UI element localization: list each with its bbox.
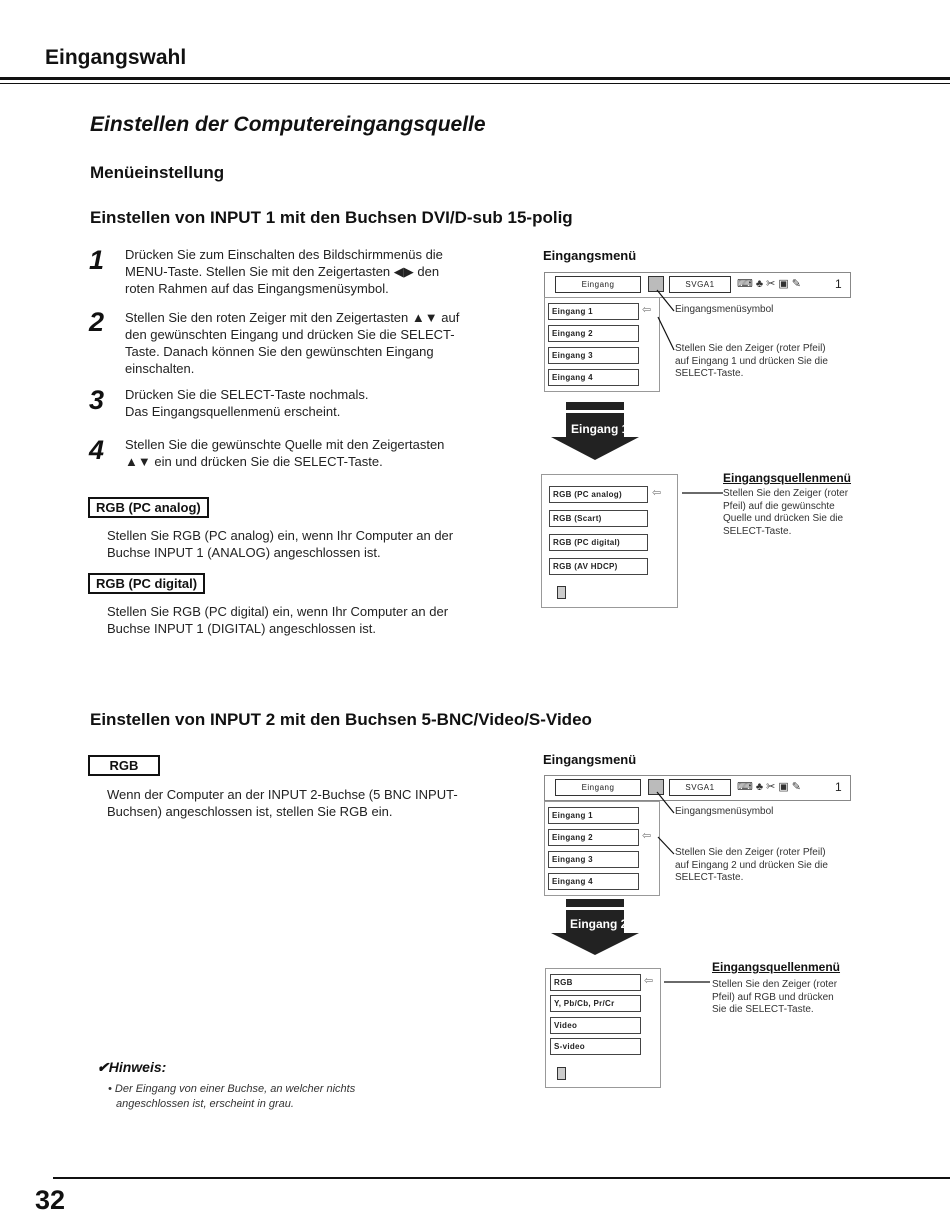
list-item: Video — [550, 1017, 641, 1034]
menu-bar-input-field: Eingang — [555, 779, 641, 796]
step-text: Stellen Sie den roten Zeiger mit den Zeigertasten ▲▼ auf den gewünschten Eingang und drücken Sie die SELECT- Taste. Danach können Sie den gewünschten Eingang einschalten. — [125, 310, 460, 376]
list-item: Eingang 2 — [548, 829, 639, 846]
diagram2-label: Eingangsmenü — [543, 752, 637, 767]
menu-icons-strip: ⌨♣✂▣✎ — [737, 278, 804, 290]
step-number: 1 — [89, 245, 105, 275]
diagram2-callout-lines — [640, 782, 680, 862]
tag-rgb-pc-analog: RGB (PC analog) — [88, 497, 209, 518]
menu-bar-number: 1 — [835, 277, 842, 291]
source-note: Stellen Sie den Zeiger (roter Pfeil) auf die gewünschte Quelle und drücken Sie die SELECT-Taste. — [723, 488, 849, 537]
header-rule-thick — [0, 77, 950, 80]
diagram1-label: Eingangsmenü — [543, 248, 637, 263]
list-item: Eingang 4 — [548, 369, 639, 386]
list-item: Eingang 1 — [548, 807, 639, 824]
tag-rgb: RGB — [88, 755, 160, 776]
note-pointer: Stellen Sie den Zeiger (roter Pfeil) auf Eingang 2 und drücken Sie die SELECT-Taste. — [675, 847, 828, 883]
list-item: Eingang 1 — [548, 303, 639, 320]
menu-bar-mode-field: SVGA1 — [669, 276, 731, 293]
diagram1-callout-lines — [640, 280, 680, 360]
list-item: RGB — [550, 974, 641, 991]
tag-rgb-pc-digital: RGB (PC digital) — [88, 573, 205, 594]
diagram2-source-list — [545, 968, 661, 1088]
step-text: Drücken Sie die SELECT-Taste nochmals. Das Eingangsquellenmenü erscheint. — [125, 387, 369, 419]
list-item: Y, Pb/Cb, Pr/Cr — [550, 995, 641, 1012]
section2-heading: Einstellen von INPUT 2 mit den Buchsen 5-BNC/Video/S-Video — [90, 710, 592, 729]
arrow-label: Eingang 1 — [571, 422, 629, 436]
list-item: RGB (PC digital) — [549, 534, 648, 551]
list-item: Eingang 3 — [548, 347, 639, 364]
callout-line — [680, 488, 725, 498]
menu-bar-input-field: Eingang — [555, 276, 641, 293]
checkmark-icon: ✔ — [97, 1059, 109, 1075]
step-number: 3 — [89, 385, 105, 415]
step-number: 4 — [89, 435, 105, 465]
page-number: 32 — [35, 1185, 66, 1215]
note-pointer: Stellen Sie den Zeiger (roter Pfeil) auf Eingang 1 und drücken Sie die SELECT-Taste. — [675, 343, 828, 379]
text-rgb: Wenn der Computer an der INPUT 2-Buchse (5 BNC INPUT- Buchsen) angeschlossen ist, stellen Sie RGB ein. — [107, 787, 458, 819]
menu-bar-number: 1 — [835, 780, 842, 794]
step-text: Drücken Sie zum Einschalten des Bildschirmmenüs die MENU-Taste. Stellen Sie mit den Zeigertasten ◀▶ den roten Rahmen auf das Eingangsmenüsymbol. — [125, 247, 443, 296]
note-input-menu-icon: Eingangsmenüsymbol — [675, 304, 774, 315]
list-item: S-video — [550, 1038, 641, 1055]
pointer-arrow-icon: ⇦ — [652, 487, 662, 499]
header-rule-thin — [0, 83, 950, 84]
footer-rule — [53, 1177, 950, 1179]
exit-icon — [557, 586, 566, 599]
diagram1-menu-bar — [544, 272, 851, 298]
diagram1-source-list — [541, 474, 678, 608]
list-item: RGB (PC analog) — [549, 486, 648, 503]
arrow-label: Eingang 2 — [570, 917, 628, 931]
step-number: 2 — [89, 307, 105, 337]
diagram2-menu-bar — [544, 775, 851, 801]
list-item: Eingang 4 — [548, 873, 639, 890]
menu-bar-mode-field: SVGA1 — [669, 779, 731, 796]
hint-title: ✔Hinweis: — [97, 1059, 167, 1075]
note-input-menu-icon: Eingangsmenüsymbol — [675, 806, 774, 817]
pointer-arrow-icon: ⇦ — [642, 830, 652, 842]
page-header-title: Eingangswahl — [45, 46, 187, 69]
menu-heading: Menüeinstellung — [90, 163, 225, 182]
list-item: RGB (Scart) — [549, 510, 648, 527]
list-item: Eingang 2 — [548, 325, 639, 342]
source-note: Stellen Sie den Zeiger (roter Pfeil) auf RGB und drücken Sie die SELECT-Taste. — [712, 979, 838, 1015]
list-item: RGB (AV HDCP) — [549, 558, 648, 575]
list-item: Eingang 3 — [548, 851, 639, 868]
source-menu-heading: Eingangsquellenmenü — [723, 471, 852, 485]
hint-text: • Der Eingang von einer Buchse, an welcher nichts angeschlossen ist, erscheint in grau. — [108, 1083, 356, 1110]
text-rgb-pc-digital: Stellen Sie RGB (PC digital) ein, wenn Ihr Computer an der Buchse INPUT 1 (DIGITAL) angeschlossen ist. — [107, 604, 449, 636]
section1-heading: Einstellen von INPUT 1 mit den Buchsen DVI/D-sub 15-polig — [90, 208, 573, 227]
menu-icons-strip: ⌨♣✂▣✎ — [737, 781, 804, 793]
text-rgb-pc-analog: Stellen Sie RGB (PC analog) ein, wenn Ihr Computer an der Buchse INPUT 1 (ANALOG) angeschlossen ist. — [107, 528, 454, 560]
step-text: Stellen Sie die gewünschte Quelle mit den Zeigertasten ▲▼ ein und drücken Sie die SELECT-Taste. — [125, 437, 445, 469]
callout-line — [662, 977, 712, 987]
source-menu-heading: Eingangsquellenmenü — [712, 960, 841, 974]
exit-icon — [557, 1067, 566, 1080]
main-title: Einstellen der Computereingangsquelle — [90, 113, 486, 136]
pointer-arrow-icon: ⇦ — [644, 975, 654, 987]
pointer-arrow-icon: ⇦ — [642, 304, 652, 316]
